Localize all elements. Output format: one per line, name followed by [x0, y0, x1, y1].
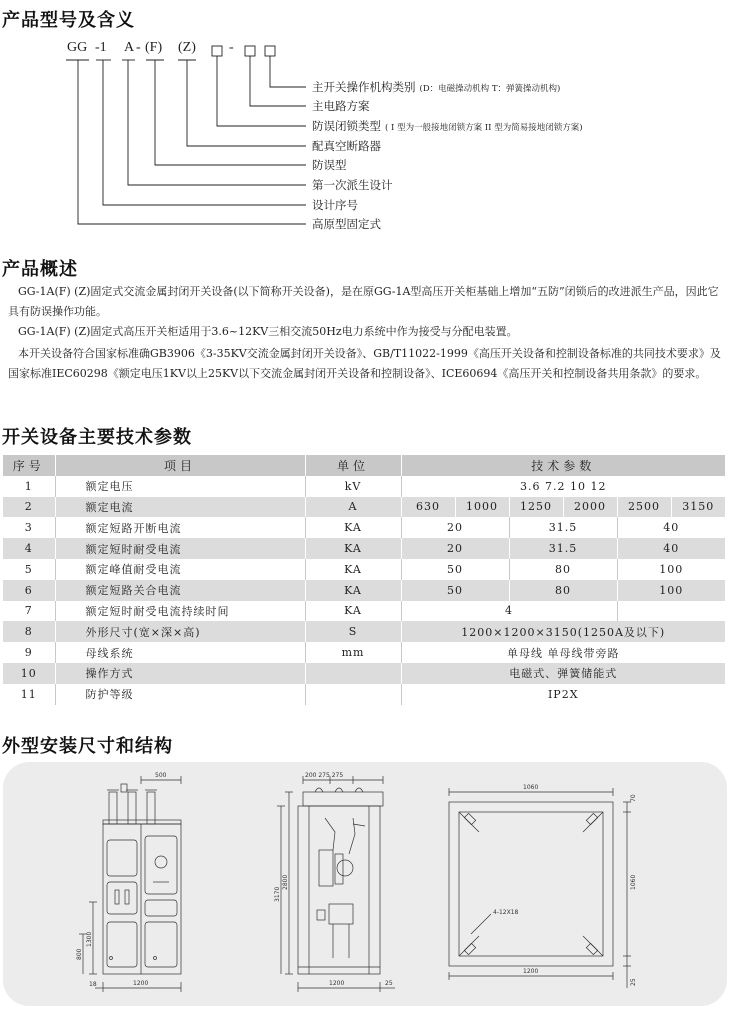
table-row: [3, 684, 725, 705]
cell-unit: KA: [305, 559, 401, 580]
cell-value: 630: [401, 497, 455, 518]
cell-value: 80: [509, 580, 617, 601]
cell-value: 100: [617, 580, 725, 601]
cell-no: 2: [3, 497, 55, 518]
table-row: [3, 601, 725, 622]
side-dim-total: 2800: [282, 874, 289, 890]
legend-item-design-no: 设计序号: [312, 198, 358, 212]
legend-item-mechanism: 主开关操作机构类别 (D：电磁操动机构 T：弹簧操动机构): [312, 80, 561, 94]
cell-value: 40: [617, 538, 725, 559]
cell-value: 31.5: [509, 517, 617, 538]
section-title-install: 外型安装尺寸和结构: [2, 736, 173, 757]
cell-item: 操作方式: [55, 663, 305, 684]
section-title-params: 开关设备主要技术参数: [2, 427, 192, 448]
cell-no: 8: [3, 621, 55, 642]
front-dim-width: 1200: [133, 980, 149, 987]
cell-no: 9: [3, 642, 55, 663]
cell-value: 50: [401, 559, 509, 580]
cell-value: IP2X: [401, 684, 725, 705]
cell-no: 11: [3, 684, 55, 705]
side-dim-width: 1200: [329, 980, 345, 987]
table-row: [3, 559, 725, 580]
section-title-model: 产品型号及含义: [2, 10, 135, 31]
model-code-f: (F): [145, 40, 163, 55]
cell-unit: KA: [305, 538, 401, 559]
legend-item-vacuum: 配真空断路器: [312, 139, 381, 153]
model-code-dash-2: -: [229, 40, 234, 55]
model-code-series: -1: [95, 40, 107, 55]
box-3: [265, 46, 275, 56]
cell-item: 额定短路关合电流: [55, 580, 305, 601]
cell-value: 3.6 7.2 10 12: [401, 476, 725, 497]
plan-dim-bottom: 1200: [523, 968, 539, 975]
legend-item-derivative: 第一次派生设计: [312, 178, 393, 192]
cell-empty: [617, 601, 725, 622]
cell-value: 2000: [563, 497, 617, 518]
side-dim-right: 25: [385, 980, 393, 987]
overview-paragraph-1: GG-1A(F) (Z)固定式交流金属封闭开关设备(以下简称开关设备)，是在原GG-1A型高压开关柜基础上增加“五防”闭锁后的改进派生产品，因此它具有防误操作功能。: [8, 285, 719, 318]
cell-item: 外形尺寸(宽×深×高): [55, 621, 305, 642]
cell-value: 3150: [671, 497, 725, 518]
front-dim-h2: 800: [76, 948, 83, 960]
cell-value: 50: [401, 580, 509, 601]
cell-item: 防护等级: [55, 684, 305, 705]
model-code-a: A: [124, 40, 135, 55]
cell-no: 1: [3, 476, 55, 497]
cell-item: 额定电流: [55, 497, 305, 518]
cell-item: 额定电压: [55, 476, 305, 497]
cell-unit: KA: [305, 517, 401, 538]
cell-value: 2500: [617, 497, 671, 518]
legend-item-circuit: 主电路方案: [312, 99, 370, 113]
drawing-panel: [3, 762, 727, 1006]
table-row: [3, 642, 725, 663]
cell-item: 额定峰值耐受电流: [55, 559, 305, 580]
cell-unit: mm: [305, 642, 401, 663]
model-code-dash: -: [136, 40, 141, 55]
cell-item: 额定短时耐受电流持续时间: [55, 601, 305, 622]
cell-unit: [305, 663, 401, 684]
legend-item-interlock: 防误闭锁类型 ( I 型为一般接地闭锁方案 II 型为简易接地闭锁方案): [312, 119, 583, 133]
side-dim-inner: 3170: [274, 886, 281, 902]
header-params: 技术参数: [401, 455, 725, 476]
section-title-overview: 产品概述: [2, 259, 78, 280]
table-header-row: [3, 455, 725, 476]
cell-value: 电磁式、弹簧储能式: [401, 663, 725, 684]
box-2: [245, 46, 255, 56]
front-dim-h1: 1300: [86, 931, 93, 947]
cell-unit: S: [305, 621, 401, 642]
box-1: [212, 46, 222, 56]
cell-unit: A: [305, 497, 401, 518]
cell-unit: KA: [305, 601, 401, 622]
front-dim-left: 18: [89, 981, 97, 988]
front-dim-top: 500: [155, 772, 167, 779]
header-no: 序号: [3, 455, 55, 476]
header-unit: 单位: [305, 455, 401, 476]
plan-view-drawing: [449, 788, 631, 988]
cell-value: 20: [401, 517, 509, 538]
model-code-z: (Z): [178, 40, 196, 55]
table-row: [3, 580, 725, 601]
cell-item: 额定短路开断电流: [55, 517, 305, 538]
cell-value: 80: [509, 559, 617, 580]
table-row: [3, 663, 725, 684]
cell-value: 1000: [455, 497, 509, 518]
table-row: [3, 497, 725, 518]
cell-no: 7: [3, 601, 55, 622]
cell-no: 5: [3, 559, 55, 580]
cell-unit: kV: [305, 476, 401, 497]
cell-value: 40: [617, 517, 725, 538]
cell-value: 1250: [509, 497, 563, 518]
table-row: [3, 538, 725, 559]
cell-item: 母线系统: [55, 642, 305, 663]
cell-value: 100: [617, 559, 725, 580]
cell-unit: [305, 684, 401, 705]
table-row: [3, 476, 725, 497]
table-row: [3, 621, 725, 642]
front-view-drawing: [79, 776, 181, 992]
plan-dim-top: 1060: [523, 784, 539, 791]
side-view-drawing: [277, 776, 395, 992]
cell-item: 额定短时耐受电流: [55, 538, 305, 559]
cell-no: 4: [3, 538, 55, 559]
plan-dim-right-bottom: 25: [630, 978, 637, 986]
plan-dim-holes: 4-12X18: [493, 909, 519, 916]
plan-dim-right-top: 70: [630, 794, 637, 802]
cell-no: 6: [3, 580, 55, 601]
table-row: [3, 517, 725, 538]
cell-value: 31.5: [509, 538, 617, 559]
dimension-drawings: [3, 762, 727, 1006]
cell-no: 10: [3, 663, 55, 684]
cell-value: 1200×1200×3150(1250A及以下): [401, 621, 725, 642]
cell-value: 4: [401, 601, 617, 622]
legend-item-anti-misoperation: 防误型: [312, 158, 347, 172]
cell-no: 3: [3, 517, 55, 538]
cell-value: 20: [401, 538, 509, 559]
spec-table: [3, 455, 725, 705]
cell-value: 单母线 单母线带旁路: [401, 642, 725, 663]
cell-unit: KA: [305, 580, 401, 601]
overview-paragraph-3: 本开关设备符合国家标准确GB3906《3-35KV交流金属封闭开关设备》、GB/T11022-1999《高压开关设备和控制设备标准的共同技术要求》及国家标准IEC60298《额定电压1KV以上25KV以下交流金属封闭开关设备和控制设备》、ICE60694《高压开关和控制设备共用条款》的要求。: [8, 347, 721, 380]
side-dim-top: 200 275 275: [305, 772, 344, 779]
legend-item-plateau: 高原型固定式: [312, 217, 381, 231]
header-item: 项目: [55, 455, 305, 476]
model-code-gg: GG: [67, 40, 88, 55]
overview-paragraph-2: GG-1A(F) (Z)固定式高压开关柜适用于3.6~12KV三相交流50Hz电力系统中作为接受与分配电装置。: [18, 325, 518, 338]
plan-dim-right-mid: 1060: [630, 874, 637, 890]
